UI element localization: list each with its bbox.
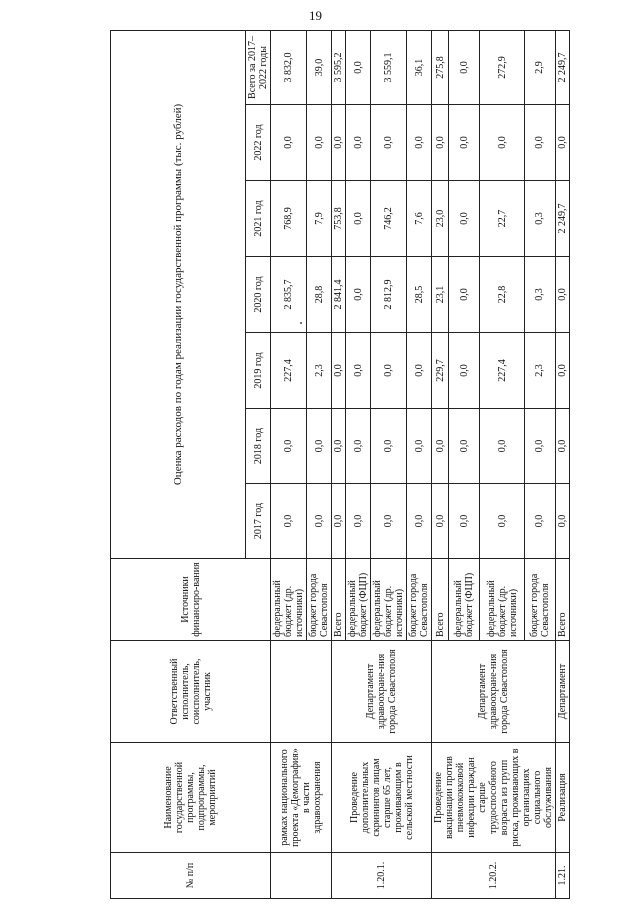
row-source: федеральный бюджет (ФЦП) xyxy=(346,559,371,641)
header-name: Наименование государственной программы, подпрограммы, мероприятий xyxy=(111,743,271,853)
header-row-1 xyxy=(111,31,246,899)
cell-value: 768,9 xyxy=(271,181,307,257)
cell-total: 3 559,1 xyxy=(371,31,407,105)
cell-value: 0,0 xyxy=(332,333,346,409)
header-year: 2020 год xyxy=(246,257,271,333)
cell-value: 0,3 xyxy=(524,181,555,257)
cell-value: 2 812,9 xyxy=(371,257,407,333)
cell-value: 0,0 xyxy=(432,105,449,181)
cell-value: 0,0 xyxy=(449,181,480,257)
cell-value: 2,3 xyxy=(307,333,332,409)
cell-value: 0,0 xyxy=(407,484,432,559)
cell-total: 2,9 xyxy=(524,31,555,105)
cell-value: 0,0 xyxy=(332,409,346,484)
cell-value: 0,0 xyxy=(346,409,371,484)
cell-value: 0,0 xyxy=(556,105,570,181)
cell-total: 0,0 xyxy=(346,31,371,105)
row-name: Проведение вакцинации против пневмококковой инфекции граждан старше трудоспособного возраста из групп риска, проживающих в организациях социального обслуживания xyxy=(432,743,556,853)
cell-value: 227,4 xyxy=(480,333,525,409)
expense-table xyxy=(110,30,570,899)
cell-value: 0,0 xyxy=(371,105,407,181)
cell-total: 36,1 xyxy=(407,31,432,105)
cell-value: 0,0 xyxy=(371,333,407,409)
cell-value: 0,0 xyxy=(346,105,371,181)
header-year: 2019 год xyxy=(246,333,271,409)
cell-value: 0,0 xyxy=(449,257,480,333)
cell-value: 0,0 xyxy=(307,409,332,484)
header-no: № п/п xyxy=(111,853,271,899)
header-year: 2021 год xyxy=(246,181,271,257)
row-number: 1.20.2. xyxy=(432,853,556,899)
row-source: бюджет города Севастополя xyxy=(524,559,555,641)
row-responsible xyxy=(271,641,332,743)
cell-total: 39,0 xyxy=(307,31,332,105)
cell-value: 0,0 xyxy=(449,484,480,559)
header-sources: Источники финансиро-вания xyxy=(111,559,271,641)
cell-value: 229,7 xyxy=(432,333,449,409)
cell-value: 0,0 xyxy=(271,409,307,484)
rotated-table-wrapper xyxy=(110,31,568,899)
cell-value: 753,8 xyxy=(332,181,346,257)
cell-value: 0,0 xyxy=(346,484,371,559)
row-source: федеральный бюджет (ФЦП) xyxy=(449,559,480,641)
cell-value: 28,5 xyxy=(407,257,432,333)
row-source: федеральный бюджет (др. источники) xyxy=(480,559,525,641)
cell-value: 2 835,7 xyxy=(271,257,307,333)
page-number: 19 xyxy=(309,8,322,23)
cell-value: 0,0 xyxy=(556,409,570,484)
cell-value: 2 249,7 xyxy=(556,181,570,257)
cell-total: 3 832,0 xyxy=(271,31,307,105)
cell-value: 2,3 xyxy=(524,333,555,409)
cell-value: 0,0 xyxy=(346,181,371,257)
row-source: Всего xyxy=(556,559,570,641)
header-year-total: Всего за 2017–2022 годы xyxy=(246,31,271,105)
cell-value: 0,0 xyxy=(432,409,449,484)
row-name: рамках национального проекта «Демография» в части здравоохранения xyxy=(271,743,332,853)
cell-value: 7,6 xyxy=(407,181,432,257)
row-name: Реализация xyxy=(556,743,570,853)
header-responsible: Ответственный исполнитель, соисполнитель, участник xyxy=(111,641,271,743)
row-number xyxy=(271,853,332,899)
cell-total: 0,0 xyxy=(449,31,480,105)
cell-value: 0,0 xyxy=(346,257,371,333)
row-number: 1.20.1. xyxy=(332,853,432,899)
cell-value: 0,0 xyxy=(332,105,346,181)
table-row xyxy=(556,31,570,899)
cell-value: 0,0 xyxy=(556,484,570,559)
row-source: Всего xyxy=(432,559,449,641)
cell-value: 0,0 xyxy=(332,484,346,559)
cell-value: 0,0 xyxy=(480,484,525,559)
cell-total: 275,8 xyxy=(432,31,449,105)
row-source: федеральный бюджет (др. источники) xyxy=(271,559,307,641)
cell-value: 0,3 xyxy=(524,257,555,333)
table-row xyxy=(271,31,307,899)
cell-value: 0,0 xyxy=(480,105,525,181)
cell-value: 0,0 xyxy=(556,257,570,333)
cell-value: 0,0 xyxy=(449,409,480,484)
cell-value: 23,1 xyxy=(432,257,449,333)
cell-value: 227,4 xyxy=(271,333,307,409)
cell-value: 0,0 xyxy=(407,333,432,409)
cell-value: 0,0 xyxy=(307,484,332,559)
cell-value: 22,8 xyxy=(480,257,525,333)
cell-value: 7,9 xyxy=(307,181,332,257)
table-row xyxy=(332,31,346,899)
header-year: 2018 год xyxy=(246,409,271,484)
row-responsible: Департамент здравоохране-ния города Севастополя xyxy=(332,641,432,743)
cell-value: 0,0 xyxy=(480,409,525,484)
cell-total: 272,9 xyxy=(480,31,525,105)
row-name: Проведение дополнительных скринингов лицам старше 65 лет, проживающим в сельской местности xyxy=(332,743,432,853)
cell-value: 0,0 xyxy=(407,105,432,181)
cell-value: 0,0 xyxy=(556,333,570,409)
cell-value: 23,0 xyxy=(432,181,449,257)
cell-value: 28,8 xyxy=(307,257,332,333)
cell-value: 22,7 xyxy=(480,181,525,257)
cell-value: 0,0 xyxy=(449,333,480,409)
cell-value: 746,2 xyxy=(371,181,407,257)
cell-value: 0,0 xyxy=(407,409,432,484)
cell-total: 2 249,7 xyxy=(556,31,570,105)
row-source: федеральный бюджет (др. источники) xyxy=(371,559,407,641)
table-row xyxy=(432,31,449,899)
cell-value: 0,0 xyxy=(346,333,371,409)
cell-total: 3 595,2 xyxy=(332,31,346,105)
cell-value: 0,0 xyxy=(432,484,449,559)
cell-value: 0,0 xyxy=(449,105,480,181)
row-responsible: Департамент здравоохране-ния города Севастополя xyxy=(432,641,556,743)
header-year: 2017 год xyxy=(246,484,271,559)
cell-value: 0,0 xyxy=(371,409,407,484)
row-responsible: Департамент xyxy=(556,641,570,743)
row-source: Всего xyxy=(332,559,346,641)
cell-value: 0,0 xyxy=(271,105,307,181)
row-number: 1.21. xyxy=(556,853,570,899)
cell-value: 0,0 xyxy=(307,105,332,181)
cell-value: 0,0 xyxy=(371,484,407,559)
cell-value: 0,0 xyxy=(524,409,555,484)
header-year: 2022 год xyxy=(246,105,271,181)
row-source: бюджет города Севастополя xyxy=(307,559,332,641)
cell-value: 2 841,4 xyxy=(332,257,346,333)
cell-value: 0,0 xyxy=(271,484,307,559)
row-source: бюджет города Севастополя xyxy=(407,559,432,641)
header-estimate: Оценка расходов по годам реализации государственной программы (тыс. рублей) xyxy=(111,31,246,559)
cell-value: 0,0 xyxy=(524,484,555,559)
cell-value: 0,0 xyxy=(524,105,555,181)
